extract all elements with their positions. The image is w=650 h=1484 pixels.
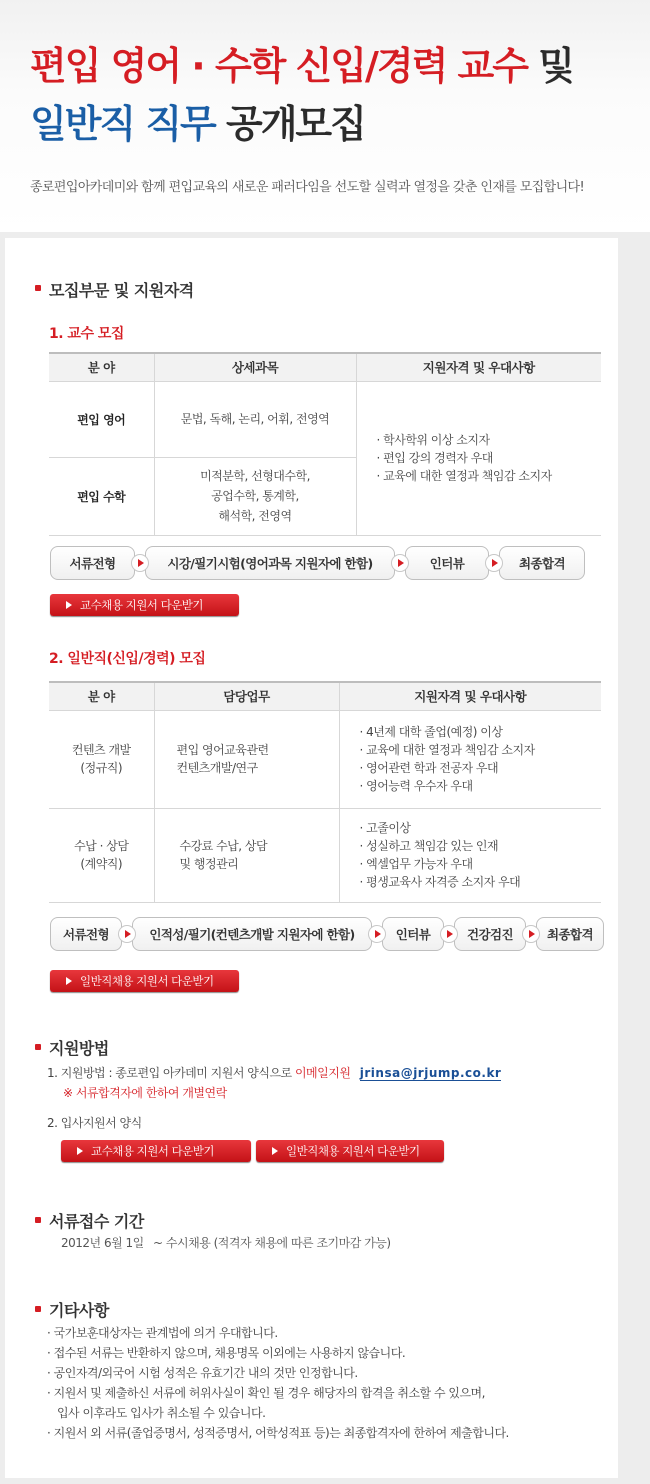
subsection-title-professor: 1. 교수 모집 [49, 326, 124, 342]
field-cell [49, 808, 154, 902]
process-step: 인적성/필기(컨텐츠개발 지원자에 한함) [132, 917, 372, 951]
period-desc: ~ 수시채용 (적격자 채용에 따른 조기마감 가능) [153, 1236, 391, 1250]
process-step: 건강검진 [454, 917, 526, 951]
table-row [49, 808, 601, 902]
arrow-right-icon [391, 554, 409, 572]
column-header: 담당업무 [154, 682, 339, 710]
subjects-cell [154, 457, 356, 535]
process-step: 인터뷰 [382, 917, 444, 951]
subtitle: 종로편입아카데미와 함께 편입교육의 새로운 패러다임을 선도할 실력과 열정을 갖춘 인재를 모집합니다! [30, 180, 585, 195]
section-title-period: 서류접수 기간 [49, 1212, 144, 1231]
table-row [49, 381, 601, 457]
field-cell: 편입 영어 [49, 381, 154, 457]
column-header: 지원자격 및 우대사항 [356, 353, 601, 381]
section-title-apply: 지원방법 [49, 1039, 109, 1058]
qualification-text: · 4년제 대학 졸업(예정) 이상 [359, 725, 503, 739]
arrow-right-icon [440, 925, 458, 943]
qualification-text: · 교육에 대한 열정과 책임감 소지자 [359, 743, 535, 757]
button-label: 일반직채용 지원서 다운받기 [80, 974, 214, 988]
field-text: 컨텐츠 개발 [71, 743, 131, 757]
professor-process-flow [50, 546, 585, 580]
duty-text: 컨텐츠개발/연구 [176, 761, 258, 775]
apply-form-line: 2. 입사지원서 양식 [47, 1116, 142, 1130]
process-step: 최종합격 [499, 546, 585, 580]
play-icon [66, 977, 72, 985]
qualification-text: · 성실하고 책임감 있는 인재 [359, 839, 499, 853]
qualification-text: · 엑셀업무 가능자 우대 [359, 857, 473, 871]
column-header: 분 야 [49, 353, 154, 381]
duty-text: 편입 영어교육관련 [176, 743, 269, 757]
content-panel [5, 238, 618, 1478]
arrow-right-icon [131, 554, 149, 572]
section-bullet-icon [35, 1044, 41, 1050]
arrow-right-icon [118, 925, 136, 943]
play-icon [272, 1147, 278, 1155]
download-professor-button[interactable] [50, 594, 239, 616]
general-table [49, 681, 601, 903]
process-step: 인터뷰 [405, 546, 489, 580]
section-bullet-icon [35, 1217, 41, 1223]
apply-method-line [47, 1063, 501, 1083]
button-label: 일반직채용 지원서 다운받기 [286, 1144, 420, 1158]
etc-item: · 공인자격/외국어 시험 성적은 유효기간 내의 것만 인정합니다. [47, 1366, 358, 1380]
duty-cell [154, 808, 339, 902]
column-header: 상세과목 [154, 353, 356, 381]
play-icon [66, 601, 72, 609]
process-step: 서류전형 [50, 917, 122, 951]
process-step: 시강/필기시험(영어과목 지원자에 한함) [145, 546, 395, 580]
qualifications-cell [339, 710, 601, 808]
play-icon [77, 1147, 83, 1155]
qualification-text: · 학사학위 이상 소지자 [376, 433, 490, 447]
arrow-right-icon [368, 925, 386, 943]
qualification-text: · 영어능력 우수자 우대 [359, 779, 473, 793]
qualification-text: · 교육에 대한 열정과 책임감 소지자 [376, 469, 552, 483]
table-row [49, 710, 601, 808]
title-dark-text: 공개모집 [226, 102, 365, 146]
arrow-right-icon [522, 925, 540, 943]
column-header: 지원자격 및 우대사항 [339, 682, 601, 710]
process-step: 최종합격 [536, 917, 604, 951]
qualification-text: · 영어관련 학과 전공자 우대 [359, 761, 499, 775]
email-label: 이메일지원 [294, 1066, 351, 1080]
table-header-row [49, 682, 601, 710]
duty-text: 수강료 수납, 상담 [179, 839, 268, 853]
column-header: 분 야 [49, 682, 154, 710]
subjects-cell [154, 381, 356, 457]
field-text: 수납 · 상담 [74, 839, 129, 853]
hero-banner [0, 0, 650, 232]
subject-text: 공업수학, 통계학, [211, 489, 299, 503]
qualification-text: · 편입 강의 경력자 우대 [376, 451, 493, 465]
field-cell: 편입 수학 [49, 457, 154, 535]
period-line [61, 1233, 391, 1253]
subject-text: 문법, 독해, 논리, 어휘, 전영역 [180, 412, 330, 426]
etc-item: 입사 이후라도 입사가 취소될 수 있습니다. [47, 1406, 266, 1420]
field-cell [49, 710, 154, 808]
qualifications-cell [339, 808, 601, 902]
download-general-button[interactable] [50, 970, 239, 992]
etc-item: · 지원서 외 서류(졸업증명서, 성적증명서, 어학성적표 등)는 최종합격자에 한하여 제출합니다. [47, 1426, 509, 1440]
section-bullet-icon [35, 285, 41, 291]
section-title-etc: 기타사항 [49, 1301, 109, 1320]
main-title-line1 [30, 42, 573, 90]
qualification-text: · 평생교육사 자격증 소지자 우대 [359, 875, 521, 889]
period-date: 2012년 6월 1일 [61, 1236, 144, 1250]
etc-item: · 지원서 및 제출하신 서류에 허위사실이 확인 될 경우 해당자의 합격을 취소할 수 있으며, [47, 1386, 485, 1400]
main-title-line2 [30, 100, 365, 148]
title-blue-text: 일반직 직무 [30, 102, 215, 146]
download-general-button-2[interactable] [256, 1140, 444, 1162]
field-text: (정규직) [80, 761, 123, 775]
apply-method-text: 1. 지원방법 : 종로편입 아카데미 지원서 양식으로 [47, 1066, 292, 1080]
button-label: 교수채용 지원서 다운받기 [91, 1144, 215, 1158]
professor-table [49, 352, 601, 536]
field-text: (계약직) [80, 857, 123, 871]
etc-item: · 국가보훈대상자는 관계법에 의거 우대합니다. [47, 1326, 278, 1340]
qualification-text: · 고졸이상 [359, 821, 411, 835]
apply-note: ※ 서류합격자에 한하여 개별연락 [63, 1086, 227, 1100]
etc-item: · 접수된 서류는 반환하지 않으며, 채용명목 이외에는 사용하지 않습니다. [47, 1346, 406, 1360]
section-title-recruit: 모집부문 및 지원자격 [49, 281, 194, 300]
qualifications-cell [356, 381, 601, 535]
duty-cell [154, 710, 339, 808]
process-step: 서류전형 [50, 546, 135, 580]
arrow-right-icon [485, 554, 503, 572]
general-process-flow [50, 917, 604, 951]
email-link[interactable]: jrinsa@jrjump.co.kr [359, 1066, 502, 1080]
download-professor-button-2[interactable] [61, 1140, 251, 1162]
subject-text: 해석학, 전영역 [218, 509, 292, 523]
table-header-row [49, 353, 601, 381]
title-and-text: 및 [538, 44, 573, 88]
button-label: 교수채용 지원서 다운받기 [80, 598, 204, 612]
subsection-title-general: 2. 일반직(신입/경력) 모집 [49, 651, 206, 667]
title-red-text: 편입 영어 · 수학 신입/경력 교수 [30, 44, 527, 88]
section-bullet-icon [35, 1306, 41, 1312]
duty-text: 및 행정관리 [179, 857, 239, 871]
subject-text: 미적분학, 선형대수학, [200, 469, 310, 483]
